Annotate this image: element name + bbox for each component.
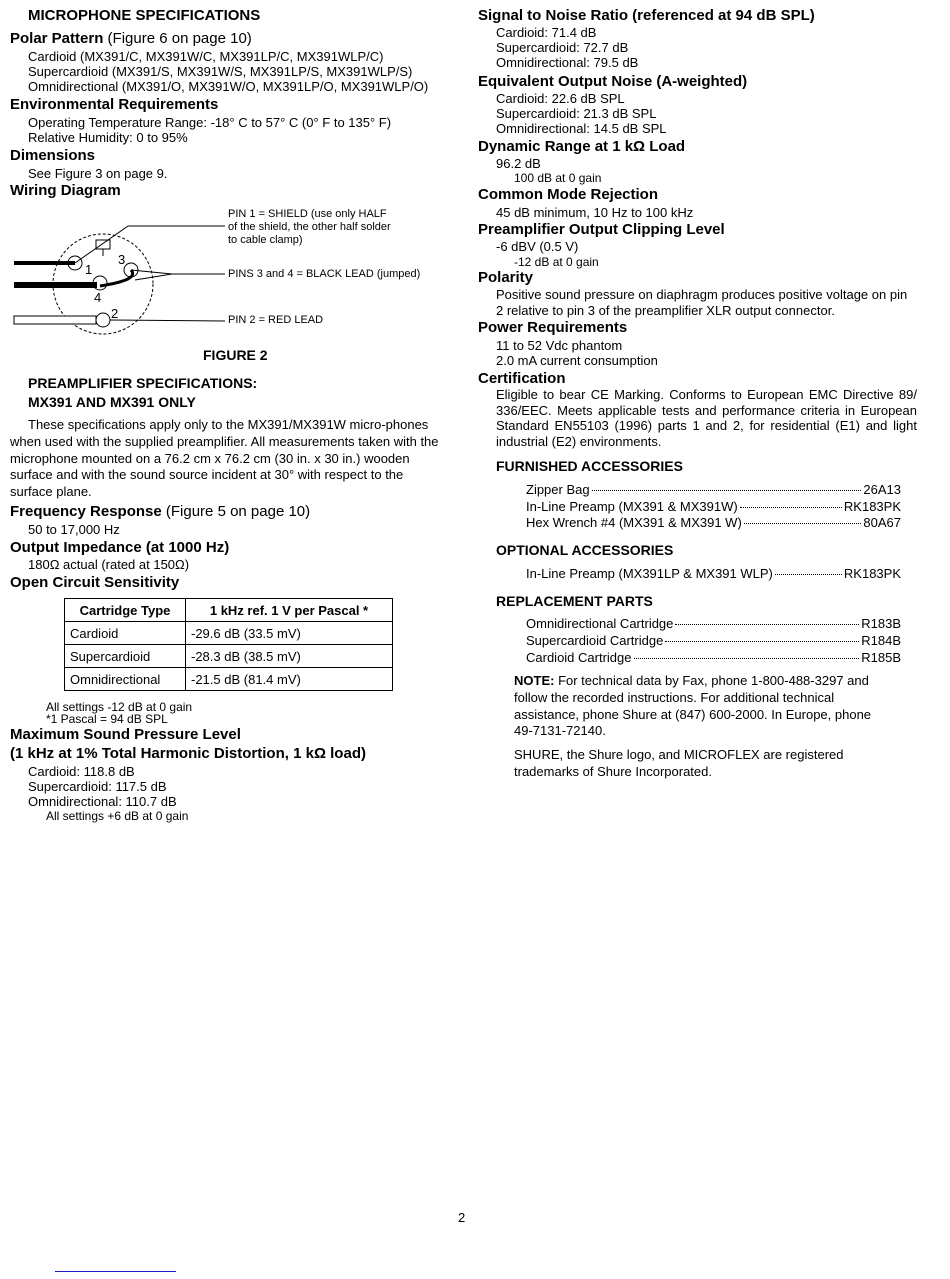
pin1-label-line3: to cable clamp) [228, 234, 303, 246]
maxspl-note: All settings +6 dB at 0 gain [46, 809, 189, 823]
item-name: Zipper Bag [526, 482, 590, 497]
preamp-title-2: MX391 AND MX391 ONLY [28, 394, 196, 410]
clipping-value: -6 dBV (0.5 V) [496, 239, 579, 254]
pin-number-4: 4 [94, 290, 102, 305]
polar-heading-label: Polar Pattern [10, 30, 104, 47]
polarity-text: Positive sound pressure on diaphragm produces positive voltage on pin 2 relative to pin 3 of the preamplifier XLR output connector. [496, 287, 908, 318]
replacement-item [526, 616, 901, 631]
trademark-text: SHURE, the Shure logo, and MICROFLEX are registered trademarks of Shure Incorporated. [514, 747, 844, 779]
table-cell: Omnidirectional [65, 668, 186, 691]
eon-heading: Equivalent Output Noise (A-weighted) [478, 73, 748, 90]
certification-text: Eligible to bear CE Marking. Conforms to European EMC Directive 89/ 336/EEC. Meets applicable tests and performance criteria in European Standard EN55103 (1996) parts 1 and 2, for residential (E1) and light industrial (E2) environments. [496, 387, 917, 449]
item-name: In-Line Preamp (MX391LP & MX391 WLP) [526, 566, 773, 581]
polarity-heading: Polarity [478, 269, 534, 286]
item-part: RK183PK [843, 499, 901, 514]
wiring-heading: Wiring Diagram [10, 182, 121, 199]
furnished-item [526, 499, 901, 514]
pin2-label: PIN 2 = RED LEAD [228, 314, 324, 326]
maxspl-heading-2: (1 kHz at 1% Total Harmonic Distortion, 1 kΩ load) [10, 745, 366, 762]
note-text: For technical data by Fax, phone 1-800-488-3297 and follow the recorded instructions. For additional technical assistance, phone Shure at (847) 600-2000. In Europe, phone 49-7131-72140. [514, 673, 872, 739]
certification-heading: Certification [478, 370, 566, 387]
footer-rule [55, 1271, 176, 1272]
table-note-2: *1 Pascal = 94 dB SPL [46, 712, 168, 726]
polar-line-2: Supercardioid (MX391/S, MX391W/S, MX391LP/S, MX391WLP/S) [28, 64, 413, 79]
item-part: R184B [861, 633, 901, 648]
table-note-1: All settings -12 dB at 0 gain [46, 700, 193, 714]
impedance-value: 180Ω actual (rated at 150Ω) [28, 557, 190, 572]
dynamic-range-heading: Dynamic Range at 1 kΩ Load [478, 138, 686, 155]
clipping-heading: Preamplifier Output Clipping Level [478, 221, 725, 238]
item-part: 80A67 [863, 515, 901, 530]
polar-heading-ref: (Figure 6 on page 10) [103, 30, 252, 47]
leader-dots [634, 658, 860, 659]
item-name: Supercardioid Cartridge [526, 633, 664, 648]
replacement-heading: REPLACEMENT PARTS [496, 593, 653, 609]
maxspl-line-3: Omnidirectional: 110.7 dB [28, 794, 177, 809]
freq-heading-ref: (Figure 5 on page 10) [161, 503, 311, 520]
snr-heading: Signal to Noise Ratio (referenced at 94 dB SPL) [478, 7, 815, 24]
env-heading: Environmental Requirements [10, 96, 219, 113]
leader-dots [744, 523, 862, 524]
furnished-item [526, 482, 901, 497]
pin-number-1: 1 [85, 262, 93, 277]
pin1-label-line1: PIN 1 = SHIELD (use only HALF [228, 208, 387, 220]
table-row [65, 622, 393, 645]
pin-number-2: 2 [111, 306, 119, 321]
table-cell: -21.5 dB (81.4 mV) [186, 668, 393, 691]
optional-item [526, 566, 901, 581]
power-line-1: 11 to 52 Vdc phantom [496, 338, 623, 353]
maxspl-heading-1: Maximum Sound Pressure Level [10, 726, 241, 743]
table-header-cell: Cartridge Type [65, 599, 186, 622]
item-part: R183B [861, 616, 901, 631]
table-cell: -28.3 dB (38.5 mV) [186, 645, 393, 668]
replacement-item [526, 650, 901, 665]
leader-dots [775, 574, 842, 575]
preamp-paragraph: These specifications apply only to the MX391/MX391W micro-phones when used with the supplied preamplifier. All measurements taken with the microphone mounted on a 76.2 cm x 76.2 cm (30 in. x 30 in.) wooden surface and with the sound source incident at 30° with respect to the surface plane. [10, 417, 439, 500]
table-row [65, 645, 393, 668]
table-cell: Supercardioid [65, 645, 186, 668]
note-paragraph [514, 673, 888, 740]
dim-heading: Dimensions [10, 147, 96, 164]
item-part: R185B [861, 650, 901, 665]
mic-spec-title: MICROPHONE SPECIFICATIONS [28, 7, 261, 24]
pin1-label-line2: of the shield, the other half solder [228, 221, 391, 233]
maxspl-line-1: Cardioid: 118.8 dB [28, 764, 135, 779]
item-part: 26A13 [863, 482, 901, 497]
polar-line-3: Omnidirectional (MX391/O, MX391W/O, MX391LP/O, MX391WLP/O) [28, 79, 429, 94]
table-cell: -29.6 dB (33.5 mV) [186, 622, 393, 645]
furnished-heading: FURNISHED ACCESSORIES [496, 458, 683, 474]
pins34-label: PINS 3 and 4 = BLACK LEAD (jumped) [228, 268, 421, 280]
preamp-title-1: PREAMPLIFIER SPECIFICATIONS: [28, 375, 258, 391]
replacement-item [526, 633, 901, 648]
polar-heading [10, 30, 252, 47]
dynamic-range-note: 100 dB at 0 gain [514, 171, 602, 185]
snr-line-1: Cardioid: 71.4 dB [496, 25, 597, 40]
leader-dots [665, 641, 859, 642]
cmr-heading: Common Mode Rejection [478, 186, 659, 203]
freq-value: 50 to 17,000 Hz [28, 522, 120, 537]
furnished-item [526, 515, 901, 530]
note-label: NOTE: [514, 673, 555, 688]
dynamic-range-value: 96.2 dB [496, 156, 541, 171]
item-name: Hex Wrench #4 (MX391 & MX391 W) [526, 515, 742, 530]
maxspl-line-2: Supercardioid: 117.5 dB [28, 779, 167, 794]
item-part: RK183PK [843, 566, 901, 581]
leader-dots [592, 490, 862, 491]
env-line-2: Relative Humidity: 0 to 95% [28, 130, 188, 145]
sensitivity-table [64, 598, 393, 691]
power-line-2: 2.0 mA current consumption [496, 353, 658, 368]
item-name: Cardioid Cartridge [526, 650, 632, 665]
dim-line: See Figure 3 on page 9. [28, 166, 168, 181]
power-heading: Power Requirements [478, 319, 628, 336]
eon-line-3: Omnidirectional: 14.5 dB SPL [496, 121, 667, 136]
polar-line-1: Cardioid (MX391/C, MX391W/C, MX391LP/C, MX391WLP/C) [28, 49, 384, 64]
table-header-cell: 1 kHz ref. 1 V per Pascal * [186, 599, 393, 622]
table-header-row [65, 599, 393, 622]
eon-line-1: Cardioid: 22.6 dB SPL [496, 91, 625, 106]
table-cell: Cardioid [65, 622, 186, 645]
table-row [65, 668, 393, 691]
page-number: 2 [458, 1210, 466, 1225]
impedance-heading: Output Impedance (at 1000 Hz) [10, 539, 230, 556]
snr-line-2: Supercardioid: 72.7 dB [496, 40, 629, 55]
leader-dots [675, 624, 859, 625]
figure-caption: FIGURE 2 [203, 347, 268, 363]
ocs-heading: Open Circuit Sensitivity [10, 574, 180, 591]
leader-dots [740, 507, 842, 508]
item-name: Omnidirectional Cartridge [526, 616, 674, 631]
item-name: In-Line Preamp (MX391 & MX391W) [526, 499, 738, 514]
freq-heading [10, 503, 310, 520]
freq-heading-label: Frequency Response [10, 503, 162, 520]
optional-heading: OPTIONAL ACCESSORIES [496, 542, 674, 558]
env-line-1: Operating Temperature Range: -18° C to 57° C (0° F to 135° F) [28, 115, 392, 130]
pin-number-3: 3 [118, 252, 126, 267]
clipping-note: -12 dB at 0 gain [514, 255, 599, 269]
cmr-value: 45 dB minimum, 10 Hz to 100 kHz [496, 205, 694, 220]
snr-line-3: Omnidirectional: 79.5 dB [496, 55, 639, 70]
eon-line-2: Supercardioid: 21.3 dB SPL [496, 106, 657, 121]
